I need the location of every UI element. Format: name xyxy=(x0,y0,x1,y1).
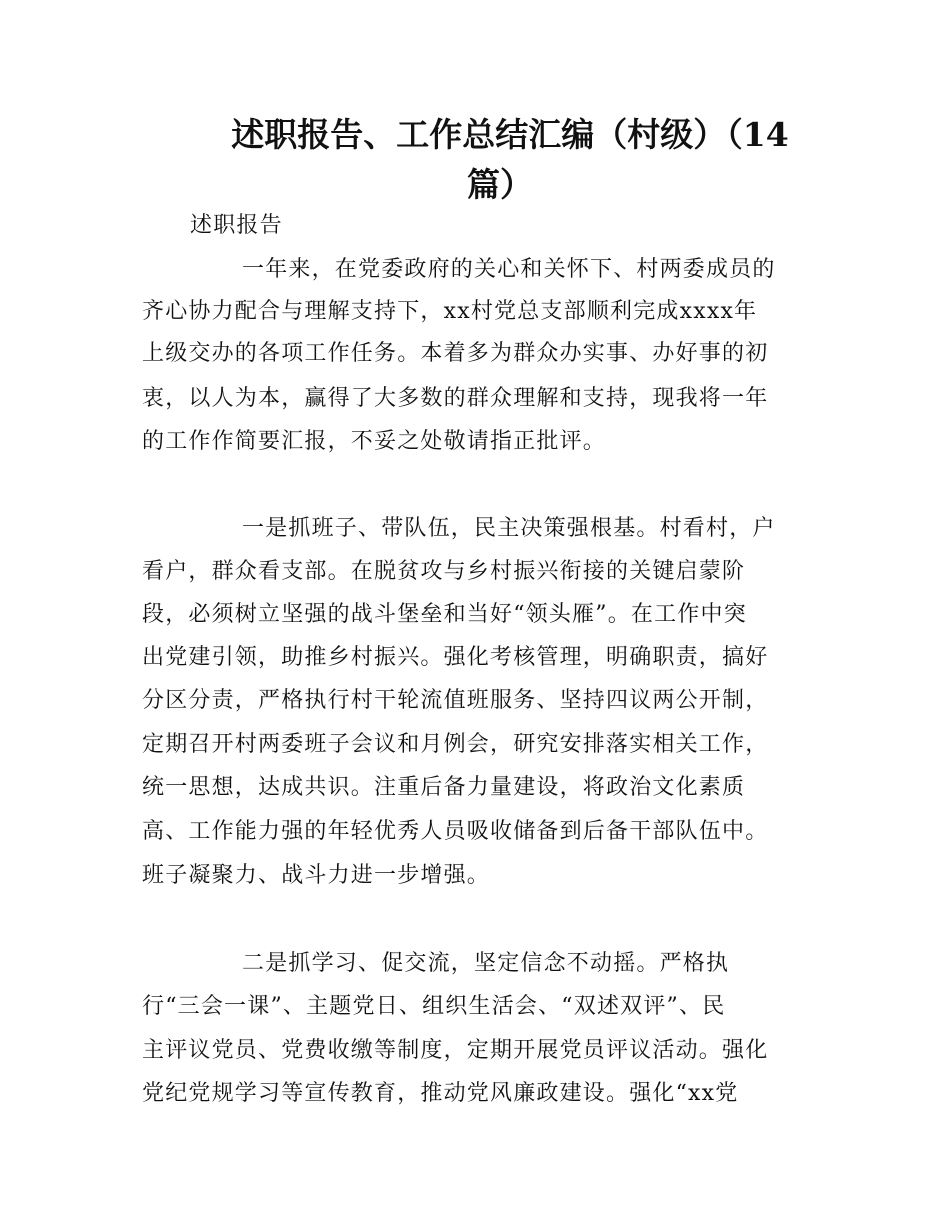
section-subheading: 述职报告 xyxy=(190,213,283,238)
paragraph-2-line-9: 班子凝聚力、战斗力进一步增强。 xyxy=(142,863,491,888)
title-line-2: 篇） xyxy=(467,165,533,204)
paragraph-1-line-4: 衷，以人为本，赢得了大多数的群众理解和支持，现我将一年 xyxy=(142,386,769,411)
paragraph-1-line-1: 一年来，在党委政府的关心和关怀下、村两委成员的 xyxy=(242,257,776,282)
paragraph-3-line-1: 二是抓学习、促交流，坚定信念不动摇。严格执 xyxy=(242,951,730,976)
paragraph-2-line-6: 定期召开村两委班子会议和月例会，研究安排落实相关工作， xyxy=(142,732,769,757)
paragraph-3-line-2: 行“三会一课”、主题党日、组织生活会、“双述双评”、民 xyxy=(142,994,726,1019)
paragraph-3-line-3: 主评议党员、党费收缴等制度，定期开展党员评议活动。强化 xyxy=(142,1038,769,1063)
paragraph-2-line-5: 分区分责，严格执行村干轮流值班服务、坚持四议两公开制， xyxy=(142,688,769,713)
paragraph-3-line-4: 党纪党规学习等宣传教育，推动党风廉政建设。强化“xx党 xyxy=(142,1081,739,1106)
paragraph-2-line-8: 高、工作能力强的年轻优秀人员吸收储备到后备干部队伍中。 xyxy=(142,819,769,844)
paragraph-2-line-2: 看户，群众看支部。在脱贫攻与乡村振兴衔接的关键启蒙阶 xyxy=(142,559,746,584)
paragraph-1-line-5: 的工作作简要汇报，不妥之处敬请指正批评。 xyxy=(142,429,607,454)
paragraph-2-line-3: 段，必须树立坚强的战斗堡垒和当好“领头雁”。在工作中突 xyxy=(142,602,747,627)
document-title xyxy=(140,110,860,210)
paragraph-2-line-4: 出党建引领，助推乡村振兴。强化考核管理，明确职责，搞好 xyxy=(142,645,769,670)
title-line-1: 述职报告、工作总结汇编（村级）（14 xyxy=(231,115,789,154)
paragraph-2-line-7: 统一思想，达成共识。注重后备力量建设，将政治文化素质 xyxy=(142,775,746,800)
paragraph-2-line-1: 一是抓班子、带队伍，民主决策强根基。村看村，户 xyxy=(242,516,776,541)
paragraph-1-line-2: 齐心协力配合与理解支持下，xx村党总支部顺利完成xxxx年 xyxy=(142,299,758,324)
paragraph-1-line-3: 上级交办的各项工作任务。本着多为群众办实事、办好事的初 xyxy=(142,341,769,366)
